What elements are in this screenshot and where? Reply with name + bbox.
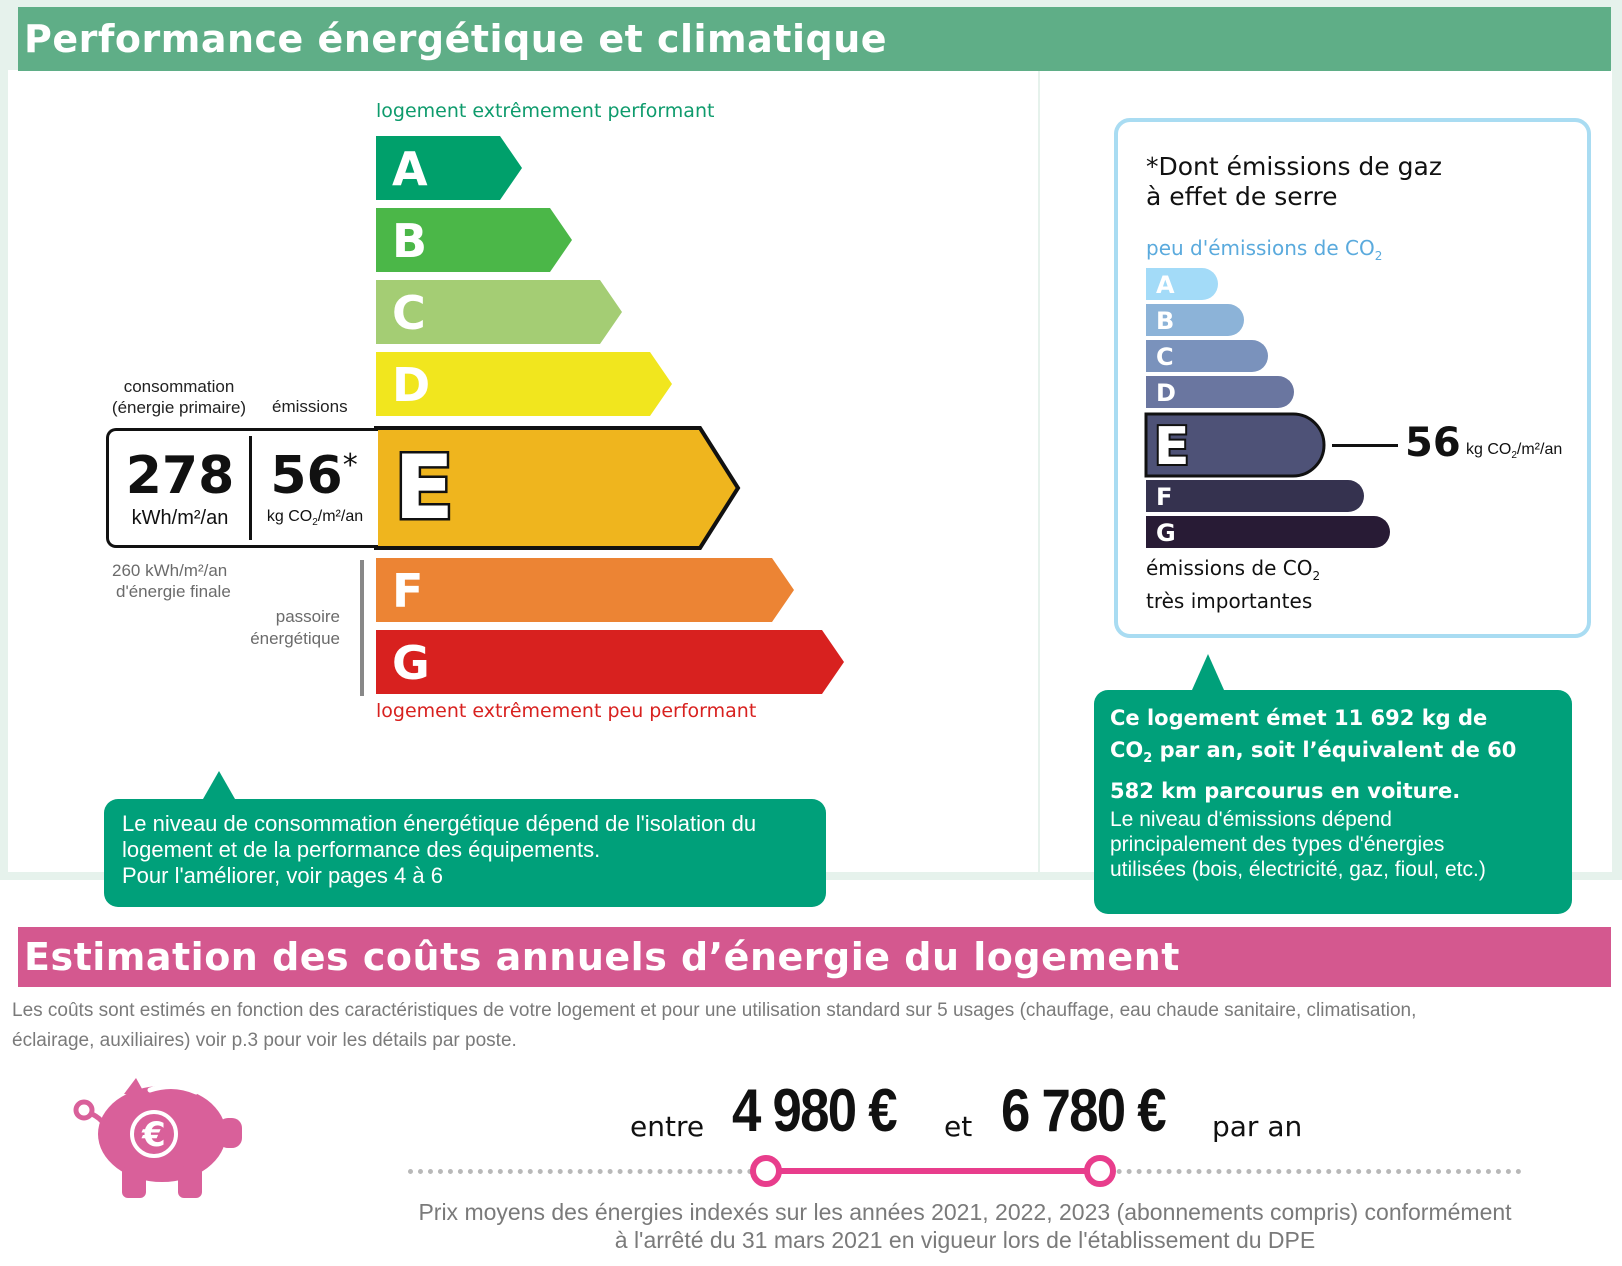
energy-class-c-letter: C [392,286,426,340]
energy-class-d-letter: D [392,358,431,412]
emissions-unit-sub: 2 [312,517,318,529]
ges-bubble-body [1110,807,1556,882]
ges-top-label-pre: peu d'émissions de CO [1146,236,1375,260]
cost-between: entre [630,1110,705,1143]
energy-class-g-arrow [376,630,844,694]
ges-class-scale [0,0,1622,600]
ges-class-b-letter: B [1156,307,1175,335]
final-energy-line2: d'énergie finale [116,582,231,601]
price-note-line1: Prix moyens des énergies indexés sur les années 2021, 2022, 2023 (abonnements compris) conformément [418,1199,1512,1225]
passoire-line2: énergétique [250,629,340,648]
consumption-header-line2: (énergie primaire) [111,398,247,417]
costs-intro [12,996,1612,1056]
ges-unit-sub: 2 [1511,450,1517,462]
consumption-unit: kWh/m²/an [131,507,229,529]
energy-info-bubble [104,799,826,907]
ges-unit-post: /m²/an [1516,441,1563,458]
ges-bubble-bold-1: Ce logement émet 11 692 kg de [1110,706,1488,730]
ges-class-c-letter: C [1156,343,1174,371]
ges-class-g-letter: G [1156,519,1176,547]
range-min-handle [750,1155,782,1187]
costs-intro-line2: éclairage, auxiliaires) voir p.3 pour voir les détails par poste. [12,1030,517,1051]
energy-bubble-line1: Le niveau de consommation énergétique dépend de l'isolation du [122,811,757,836]
ges-title-star: * [1146,152,1159,181]
energy-class-a-letter: A [392,142,428,196]
ges-bottom-label [1146,556,1320,614]
ges-bubble-bold-2-sub: 2 [1143,751,1153,767]
passoire-line1: passoire [275,607,340,626]
price-note-line2: à l'arrêté du 31 mars 2021 en vigueur lors de l'établissement du DPE [614,1227,1316,1253]
bottom-performance-label: logement extrêmement peu performant [376,700,757,722]
passoire-label [226,606,340,650]
ges-bottom-line1-pre: émissions de CO [1146,556,1313,580]
cost-and: et [944,1110,973,1143]
ges-bubble-line4: Le niveau d'émissions dépend [1110,808,1392,832]
energy-class-f-letter: F [392,564,424,618]
energy-class-b-letter: B [392,214,428,268]
emissions-header: émissions [272,397,348,416]
ges-class-f-letter: F [1156,483,1173,511]
ges-value-line [1332,444,1398,447]
emissions-star: * [342,448,358,483]
energy-class-g-letter: G [392,636,430,690]
energy-bubble-line3: Pour l'améliorer, voir pages 4 à 6 [122,863,443,888]
ges-bottom-line2: très importantes [1146,589,1313,613]
cost-min: 4 980 € [732,1077,896,1144]
ges-info-bubble [1094,690,1572,914]
ges-title-line1: Dont émissions de gaz [1158,152,1442,181]
consumption-value: 278 [125,446,235,506]
emissions-number: 56 [270,446,343,506]
ges-bubble-bold-2-post: par an, soit l’équivalent de 60 [1152,738,1517,762]
ges-unit [1466,441,1562,461]
cost-max: 6 780 € [1001,1077,1165,1144]
energy-bubble-pointer [203,771,235,799]
cost-per-year: par an [1212,1110,1303,1143]
ges-class-e-letter: E [1154,417,1190,477]
ges-bubble-bold [1110,702,1556,807]
ges-unit-pre: kg CO [1466,441,1512,458]
ges-bubble-bold-2-pre: CO [1110,738,1144,762]
top-performance-label: logement extrêmement performant [376,100,715,122]
emissions-unit-post: /m²/an [317,508,364,525]
euro-symbol: € [142,1115,166,1155]
energy-class-e-letter: E [394,436,455,539]
ges-top-label-sub: 2 [1374,249,1383,263]
ges-class-f-bar [1146,480,1364,512]
consumption-header-line1: consommation [123,377,235,396]
ges-bubble-line5: principalement des types d'énergies [1110,833,1445,857]
emissions-unit-pre: kg CO [266,508,313,525]
final-energy-line1: 260 kWh/m²/an [112,561,228,580]
energy-section-title: Performance énergétique et climatique [18,7,1611,71]
ges-bubble-bold-3: 582 km parcourus en voiture. [1110,779,1461,804]
price-note [370,1198,1560,1254]
ges-class-g-bar [1146,516,1390,548]
ges-class-a-letter: A [1156,271,1175,299]
costs-intro-line1: Les coûts sont estimés en fonction des caractéristiques de votre logement et pour une utilisation standard sur 5 usages (chauffage, eau chaude sanitaire, climatisation, [12,1000,1417,1021]
range-max-handle [1084,1155,1116,1187]
range-bar [766,1168,1100,1174]
ges-value: 56 [1405,420,1461,466]
piggy-bank-icon [70,1070,250,1200]
ges-title-line2: à effet de serre [1146,182,1338,211]
ges-bottom-line1-sub: 2 [1312,569,1321,583]
ges-bubble-pointer [1192,654,1224,690]
costs-section-title: Estimation des coûts annuels d’énergie du logement [18,927,1611,987]
ges-bubble-line6: utilisées (bois, électricité, gaz, fioul, etc.) [1110,858,1486,882]
ges-class-d-letter: D [1156,379,1176,407]
energy-bubble-line2: logement et de la performance des équipements. [122,837,601,862]
